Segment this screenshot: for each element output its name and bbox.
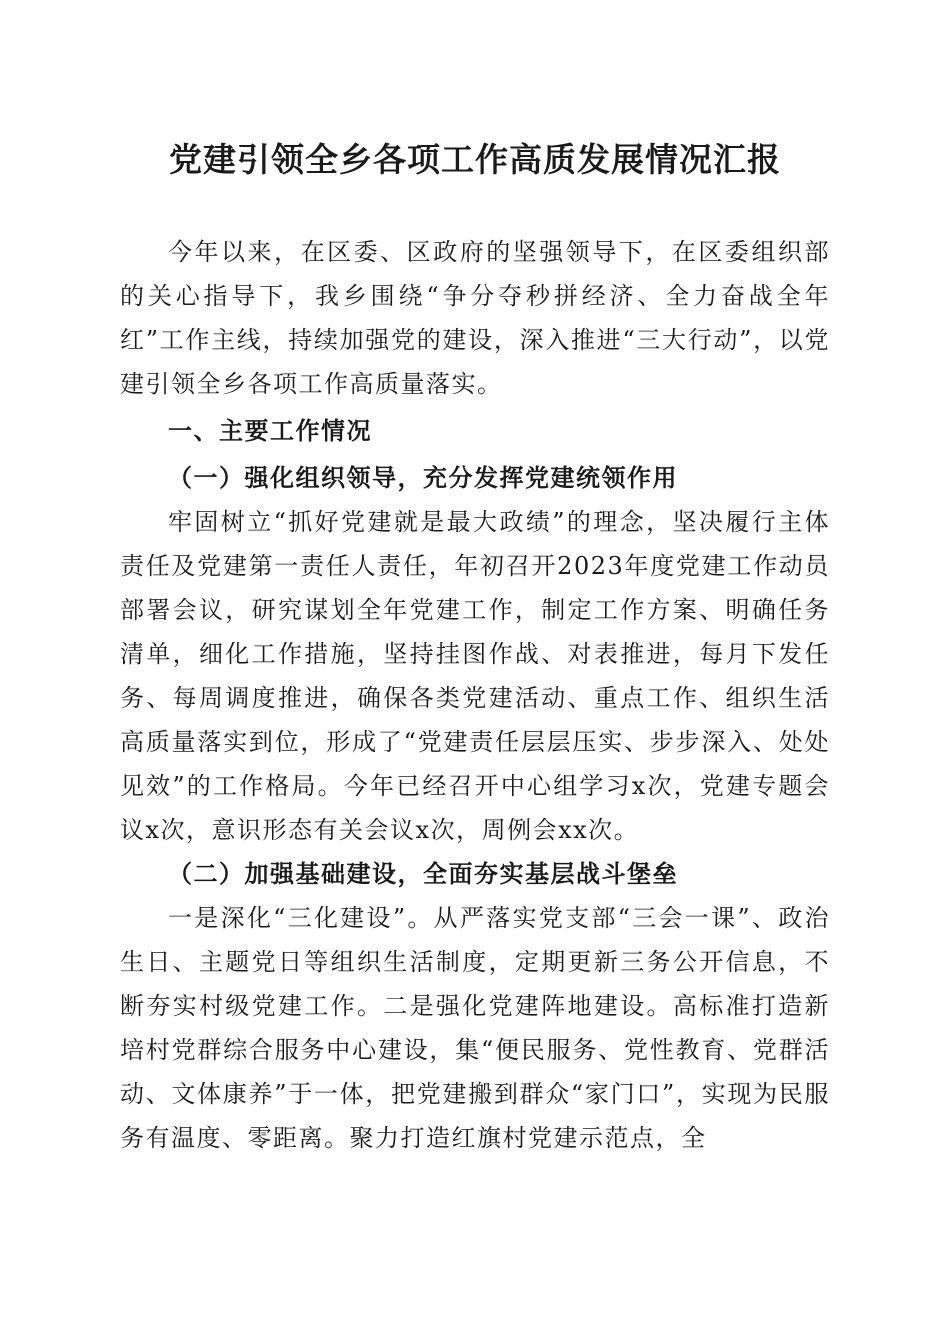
- section-heading-main-work: 一、主要工作情况: [168, 417, 372, 445]
- subsection-2-paragraph: 一是深化“三化建设”。从严落实党支部“三会一课”、政治生日、主题党日等组织生活制度，定期更新三务公开信息，不断夯实村级党建工作。二是强化党建阵地建设。高标准打造新培村党群综合服务中心建设，集“便民服务、党性教育、党群活动、文体康养”于一体，把党建搬到群众“家门口”，实现为民服务有温度、零距离。聚力打造红旗村党建示范点，全: [120, 904, 830, 1152]
- intro-paragraph: 今年以来，在区委、区政府的坚强领导下，在区委组织部的关心指导下，我乡围绕“争分夺秒拼经济、全力奋战全年红”工作主线，持续加强党的建设，深入推进“三大行动”，以党建引领全乡各项工作高质量落实。: [120, 238, 830, 398]
- subsection-1-paragraph: 牢固树立“抓好党建就是最大政绩”的理念，坚决履行主体责任及党建第一责任人责任，年初召开2023年度党建工作动员部署会议，研究谋划全年党建工作，制定工作方案、明确任务清单，细化工作措施，坚持挂图作战、对表推进，每月下发任务、每周调度推进，确保各类党建活动、重点工作、组织生活高质量落实到位，形成了“党建责任层层压实、步步深入、处处见效”的工作格局。今年已经召开中心组学习x次，党建专题会议x次，意识形态有关会议x次，周例会xx次。: [120, 508, 830, 844]
- document-title: 党建引领全乡各项工作高质发展情况汇报: [169, 140, 781, 179]
- subsection-heading-2: （二）加强基础建设，全面夯实基层战斗堡垒: [168, 859, 678, 888]
- subsection-heading-1: （一）强化组织领导，充分发挥党建统领作用: [168, 463, 678, 492]
- document-body: [120, 230, 830, 1160]
